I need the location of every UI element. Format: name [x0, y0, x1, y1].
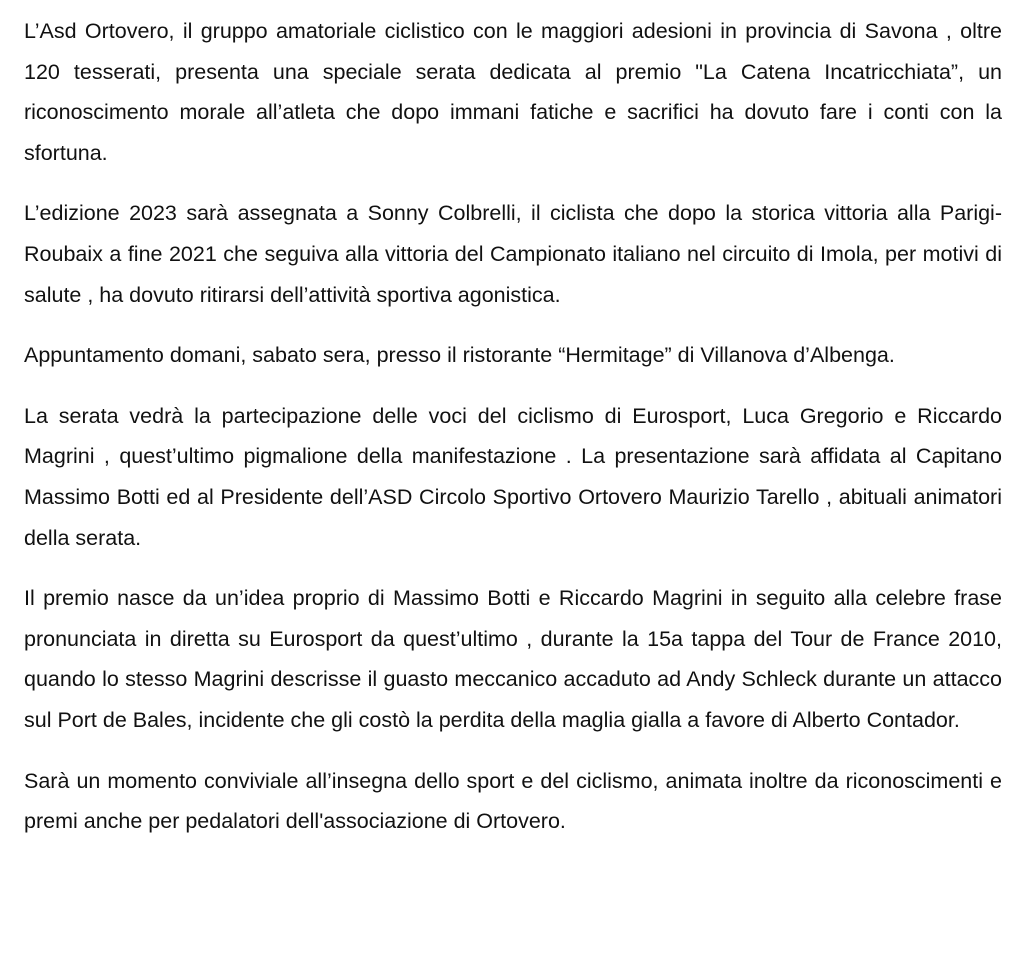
- paragraph-award-origin: Il premio nasce da un’idea proprio di Massimo Botti e Riccardo Magrini in seguito alla celebre frase pronunciata in diretta su Eurosport da quest’ultimo , durante la 15a tappa del Tour de France 2010, quando lo stesso Magrini descrisse il guasto meccanico accaduto ad Andy Schleck durante un attacco sul Port de Bales, incidente che gli costò la perdita della maglia gialla a favore di Alberto Contador.: [24, 586, 1002, 732]
- paragraph-edition-2023: L’edizione 2023 sarà assegnata a Sonny Colbrelli, il ciclista che dopo la storica vittoria alla Parigi-Roubaix a fine 2021 che seguiva alla vittoria del Campionato italiano nel circuito di Imola, per motivi di salute , ha dovuto ritirarsi dell’attività sportiva agonistica.: [24, 201, 1002, 307]
- paragraph-intro: L’Asd Ortovero, il gruppo amatoriale ciclistico con le maggiori adesioni in provincia di Savona , oltre 120 tesserati, presenta una speciale serata dedicata al premio "La Catena Incatricchiata”, un riconoscimento morale all’atleta che dopo immani fatiche e sacrifici ha dovuto fare i conti con la sfortuna.: [24, 19, 1002, 165]
- document-body: [24, 11, 1002, 842]
- paragraph-guests: La serata vedrà la partecipazione delle voci del ciclismo di Eurosport, Luca Gregorio e Riccardo Magrini , quest’ultimo pigmalione della manifestazione . La presentazione sarà affidata al Capitano Massimo Botti ed al Presidente dell’ASD Circolo Sportivo Ortovero Maurizio Tarello , abituali animatori della serata.: [24, 403, 1002, 550]
- paragraph-appointment: Appuntamento domani, sabato sera, presso il ristorante “Hermitage” di Villanova d’Albenga.: [24, 343, 895, 368]
- paragraph-closing: Sarà un momento conviviale all’insegna dello sport e del ciclismo, animata inoltre da riconoscimenti e premi anche per pedalatori dell'associazione di Ortovero.: [24, 768, 1002, 834]
